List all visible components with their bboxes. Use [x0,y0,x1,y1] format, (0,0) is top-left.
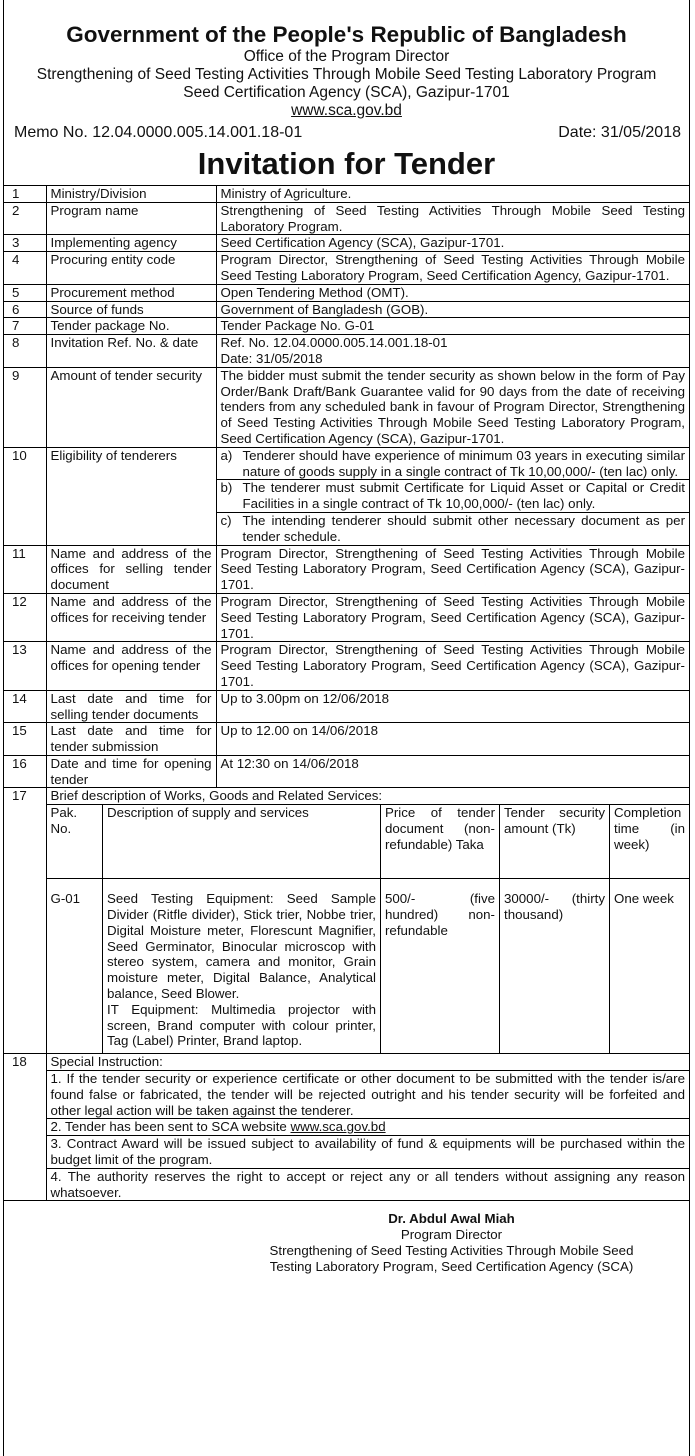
table-row [4,252,689,285]
memo-line [4,120,689,143]
table-row [4,284,689,301]
table-row [4,545,689,593]
row-label: Invitation Ref. No. & date [46,335,216,368]
list-item [47,1071,690,1119]
row-value-text: Program Director, Strengthening of Seed Testing Activities Through Mobile Seed Testing Laboratory Program, Seed Certification Agency (SCA), Gazipur-1701. [220,593,685,641]
table-row [4,723,689,756]
row-number: 13 [4,642,46,690]
it-equipment-text: IT Equipment: Multimedia projector with screen, Brand computer with colour printer, Tag (Label) Printer, Brand laptop. [107,1001,376,1049]
website-link[interactable]: www.sca.gov.bd [291,102,402,119]
row-label: Tender package No. [46,318,216,335]
table-row [4,367,689,447]
row-value [216,252,689,285]
row-value-text: Program Director, Strengthening of Seed Testing Activities Through Mobile Seed Testing Laboratory Program, Seed Certification Agency (SCA), Gazipur-1701. [220,545,685,593]
row-value [46,1054,689,1201]
row-number: 6 [4,301,46,318]
column-header: Description of supply and services [103,805,381,879]
signatory-program-line-2: Testing Laboratory Program, Seed Certification Agency (SCA) [269,1259,634,1275]
row-value-text: Seed Certification Agency (SCA), Gazipur-1701. [220,235,505,251]
letterhead [4,0,689,120]
table-row [4,690,689,723]
row-value-text: Open Tendering Method (OMT). [220,284,409,300]
list-text: The intending tenderer should submit other necessary document as per tender schedule. [242,512,685,544]
row-value [216,642,689,690]
signatory-designation: Program Director [400,1227,503,1243]
signatory-program-line-1: Strengthening of Seed Testing Activities Through Mobile Seed [269,1243,634,1259]
list-letter: a) [217,448,243,480]
list-text: Tenderer should have experience of minimum 03 years in executing similar nature of goods supply in a single contract of Tk 10,00,000/- (ten lac) only. [243,448,690,480]
column-header: Pak. No. [47,805,103,879]
security-amount: 30000/- (thirty thousand) [500,879,610,1053]
row-value-text: Government of Bangladesh (GOB). [220,301,429,317]
table-row [4,335,689,368]
row-value [216,301,689,318]
table-row [4,755,689,788]
row-number: 8 [4,335,46,368]
row-value-text: Program Director, Strengthening of Seed Testing Activities Through Mobile Seed Testing Laboratory Program, Seed Certification Agency, Gazipur-1701. [220,252,685,283]
row-label: Procurement method [46,284,216,301]
list-item [47,1136,690,1169]
completion-time: One week [610,879,690,1053]
column-header: Price of tender document (non-refundable) Taka [381,805,500,879]
row-value-text: Strengthening of Seed Testing Activities Through Mobile Seed Testing Laboratory Program. [220,202,685,234]
row-value-date: Date: 31/05/2018 [220,350,323,366]
row-value [216,202,689,235]
row-label: Implementing agency [46,235,216,252]
row-value-text: Up to 3.00pm on 12/06/2018 [220,690,390,706]
office-line: Office of the Program Director [243,48,450,65]
signature-block [214,1201,689,1275]
goods-item-row [47,879,690,1053]
sca-website-link[interactable]: www.sca.gov.bd [290,1119,386,1135]
tender-table [4,185,689,1201]
table-row [4,235,689,252]
agency-line: Seed Certification Agency (SCA), Gazipur-1701 [183,84,510,101]
row-value [216,335,689,368]
row-number: 7 [4,318,46,335]
table-row [4,642,689,690]
row-number: 5 [4,284,46,301]
row-label: Date and time for opening tender [46,755,216,788]
row-value-text: At 12:30 on 14/06/2018 [220,755,359,771]
row-label: Program name [46,202,216,235]
table-row [4,788,689,1054]
row-value-text: Ministry of Agriculture. [220,186,352,201]
column-header: Completion time (in week) [610,805,690,879]
list-letter: b) [217,480,243,513]
row-number: 18 [4,1054,46,1201]
row-number: 1 [4,186,46,203]
row-value [216,545,689,593]
row-value [216,284,689,301]
pak-number: G-01 [47,879,103,1053]
table-row [4,447,689,545]
table-row [4,1054,689,1201]
goods-header-row [47,805,690,879]
row-value [216,755,689,788]
row-value-text: Tender Package No. G-01 [220,318,375,334]
table-row [4,202,689,235]
row-label: Procuring entity code [46,252,216,285]
table-row [4,301,689,318]
row-label: Source of funds [46,301,216,318]
signatory-name: Dr. Abdul Awal Miah [388,1211,515,1227]
row-label: Name and address of the offices for selling tender document [46,545,216,593]
eligibility-list [217,448,690,545]
row-value [216,235,689,252]
government-title: Government of the People's Republic of Bangladesh [66,22,627,47]
table-row [4,186,689,203]
row-number: 2 [4,202,46,235]
row-value-text: Ref. No. 12.04.0000.005.14.001.18-01 [220,335,448,351]
table-row [4,593,689,641]
list-item [47,1119,690,1136]
list-item [217,512,690,544]
table-row [4,318,689,335]
special-instructions [47,1054,690,1200]
row-value [216,318,689,335]
row-label: Name and address of the offices for receiving tender [46,593,216,641]
row-number: 4 [4,252,46,285]
row-value [216,367,689,447]
row-number: 16 [4,755,46,788]
instruction-3: 3. Contract Award will be issued subject to availability of fund & equipments will be purchased within the budget limit of the program. [47,1136,690,1169]
instruction-2-text: 2. Tender has been sent to SCA website [50,1119,291,1135]
row-value-text: Program Director, Strengthening of Seed Testing Activities Through Mobile Seed Testing Laboratory Program, Seed Certification Agency (SCA), Gazipur-1701. [220,642,685,689]
row-number: 3 [4,235,46,252]
list-item [47,1168,690,1200]
row-value-text: The bidder must submit the tender security as shown below in the form of Pay Order/Bank Draft/Bank Guarantee valid for 90 days from the date of receiving tenders from any scheduled bank in favour of Program Director, Strengthening of Seed Testing Activities Through Mobile Seed Testing Laboratory Program, Seed Certification Agency (SCA), Gazipur-1701. [220,367,685,446]
row-number: 9 [4,367,46,447]
row-value [46,788,689,1054]
column-header: Tender security amount (Tk) [500,805,610,879]
instruction-2 [47,1119,690,1136]
seed-equipment-text: Seed Testing Equipment: Seed Sample Divider (Ritfle divider), Stick trier, Nobbe trier, Digital Moisture meter, Florescunt Magnifier, Seed Germinator, Binocular microscop with stereo system, camera and monitor, Grain moisture meter, Digital Balance, Analytical balance, Seed Blower. [107,891,376,1002]
row-label: Amount of tender security [46,367,216,447]
row-number: 10 [4,447,46,545]
row-number: 12 [4,593,46,641]
goods-heading: Brief description of Works, Goods and Related Services: [50,788,383,804]
memo-number: Memo No. 12.04.0000.005.14.001.18-01 [14,124,303,141]
instruction-1: 1. If the tender security or experience certificate or other document to be submitted with the tender is/are found false or fabricated, the tender will be rejected outright and his tender security will be forfeited and other legal action will be taken against the tenderer. [47,1071,690,1119]
row-value [216,186,689,203]
row-number: 15 [4,723,46,756]
row-value [216,723,689,756]
tender-notice [3,0,690,1456]
row-value [216,690,689,723]
row-label: Ministry/Division [46,186,216,203]
list-text: The tenderer must submit Certificate for Liquid Asset or Capital or Credit Facilities in a single contract of Tk 10,00,000/- (ten lac) only. [243,480,690,513]
instruction-4: 4. The authority reserves the right to accept or reject any or all tenders without assigning any reason whatsoever. [50,1168,685,1200]
memo-date: Date: 31/05/2018 [558,124,681,141]
row-label: Last date and time for tender submission [46,723,216,756]
list-item [47,1054,690,1070]
list-item [217,448,690,480]
row-value [216,593,689,641]
list-item [217,480,690,513]
goods-table [47,804,690,1053]
program-line: Strengthening of Seed Testing Activities Through Mobile Seed Testing Laboratory Program [36,66,657,83]
list-letter: c) [220,512,232,528]
row-value-text: Up to 12.00 on 14/06/2018 [220,723,378,739]
row-value [216,447,689,545]
row-number: 14 [4,690,46,723]
row-number: 11 [4,545,46,593]
instruction-heading: Special Instruction: [47,1054,690,1070]
page-title: Invitation for Tender [197,146,496,181]
document-price: 500/- (five hundred) non-refundable [381,879,500,1053]
row-number: 17 [4,788,46,1054]
row-label: Last date and time for selling tender documents [46,690,216,723]
supply-description [103,879,381,1053]
row-label: Eligibility of tenderers [46,447,216,545]
row-label: Name and address of the offices for opening tender [46,642,216,690]
